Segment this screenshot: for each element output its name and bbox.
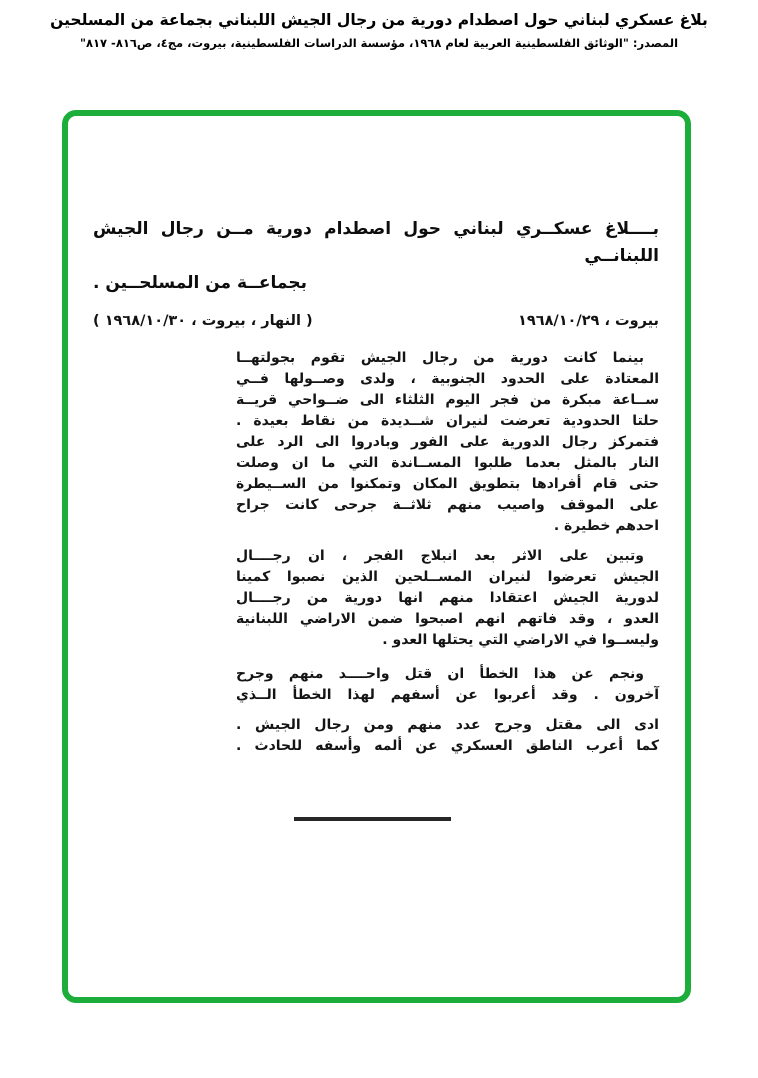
text-line: فتمركز رجال الدورية على الفور وبادروا الى الرد على bbox=[236, 434, 659, 450]
document-title bbox=[93, 216, 659, 297]
text-line: ونجم عن هذا الخطأ ان قتل واحــــد منهم وجرح bbox=[236, 666, 644, 682]
document bbox=[68, 116, 685, 997]
text-line: آخرون . وقد أعربوا عن أسفهم لهذا الخطأ الــذي bbox=[236, 687, 659, 703]
paragraph-1 bbox=[236, 348, 659, 537]
document-frame bbox=[62, 110, 691, 1003]
page-header bbox=[0, 8, 758, 52]
text-line: احدهم خطيرة . bbox=[553, 518, 659, 534]
dateline bbox=[93, 310, 659, 332]
text-line: حلتا الحدودية تعرضت لنيران شــديدة من نقاط بعيدة . bbox=[236, 413, 659, 429]
text-line: كما أعرب الناطق العسكري عن ألمه وأسفه للحادث . bbox=[236, 738, 659, 754]
text-line: النار بالمثل بعدما طلبوا المســاندة التي ما ان وصلت bbox=[236, 455, 659, 471]
dateline-place-date: بيروت ، ١٩٦٨/١٠/٢٩ bbox=[518, 313, 659, 329]
page-title: بلاغ عسكري لبناني حول اصطدام دورية من رجال الجيش اللبناني بجماعة من المسلحين bbox=[50, 11, 708, 29]
text-line: ادى الى مقتل وجرح عدد منهم ومن رجال الجيش . bbox=[236, 717, 659, 733]
paragraph-2 bbox=[236, 546, 659, 651]
text-line: ســاعة مبكرة من فجر اليوم الثلثاء الى ضــواحي قريــة bbox=[236, 392, 659, 408]
text-line: العدو ، وقد فاتهم انهم اصبحوا ضمن الاراضي اللبنانية bbox=[236, 611, 659, 627]
paragraph-3 bbox=[236, 664, 659, 706]
document-body bbox=[236, 348, 659, 757]
dateline-newspaper-citation: ( النهار ، بيروت ، ١٩٦٨/١٠/٣٠ ) bbox=[93, 313, 313, 329]
text-line: حتى قام أفرادها بتطويق المكان وتمكنوا من الســيطرة bbox=[236, 476, 659, 492]
document-title-line1: بــــلاغ عسكــري لبناني حول اصطدام دورية مــن رجال الجيش اللبنانــي bbox=[93, 219, 659, 266]
document-title-line2: بجماعــة من المسلحــين . bbox=[93, 273, 307, 293]
source-citation: المصدر: "الوثائق الفلسطينية العربية لعام ١٩٦٨، مؤسسة الدراسات الفلسطينية، بيروت، مج٤، ص٨١٦- ٨١٧" bbox=[79, 36, 679, 50]
divider-line bbox=[294, 817, 451, 821]
text-line: على الموقف واصيب منهم ثلاثــة جرحى كانت جراح bbox=[236, 497, 659, 513]
text-line: الجيش تعرضوا لنيران المســلحين الذين نصبوا كمينا bbox=[236, 569, 659, 585]
text-line: بينما كانت دورية من رجال الجيش تقوم بجولتهــا bbox=[236, 350, 644, 366]
text-line: المعتادة على الحدود الجنوبية ، ولدى وصــولها فــي bbox=[236, 371, 659, 387]
text-line: وليســوا في الاراضي التي يحتلها العدو . bbox=[382, 632, 659, 648]
text-line: وتبين على الاثر بعد انبلاج الفجر ، ان رجــــال bbox=[236, 548, 644, 564]
paragraph-3-continued bbox=[236, 715, 659, 757]
text-line: لدورية الجيش اعتقادا منهم انها دورية من رجــــال bbox=[236, 590, 659, 606]
